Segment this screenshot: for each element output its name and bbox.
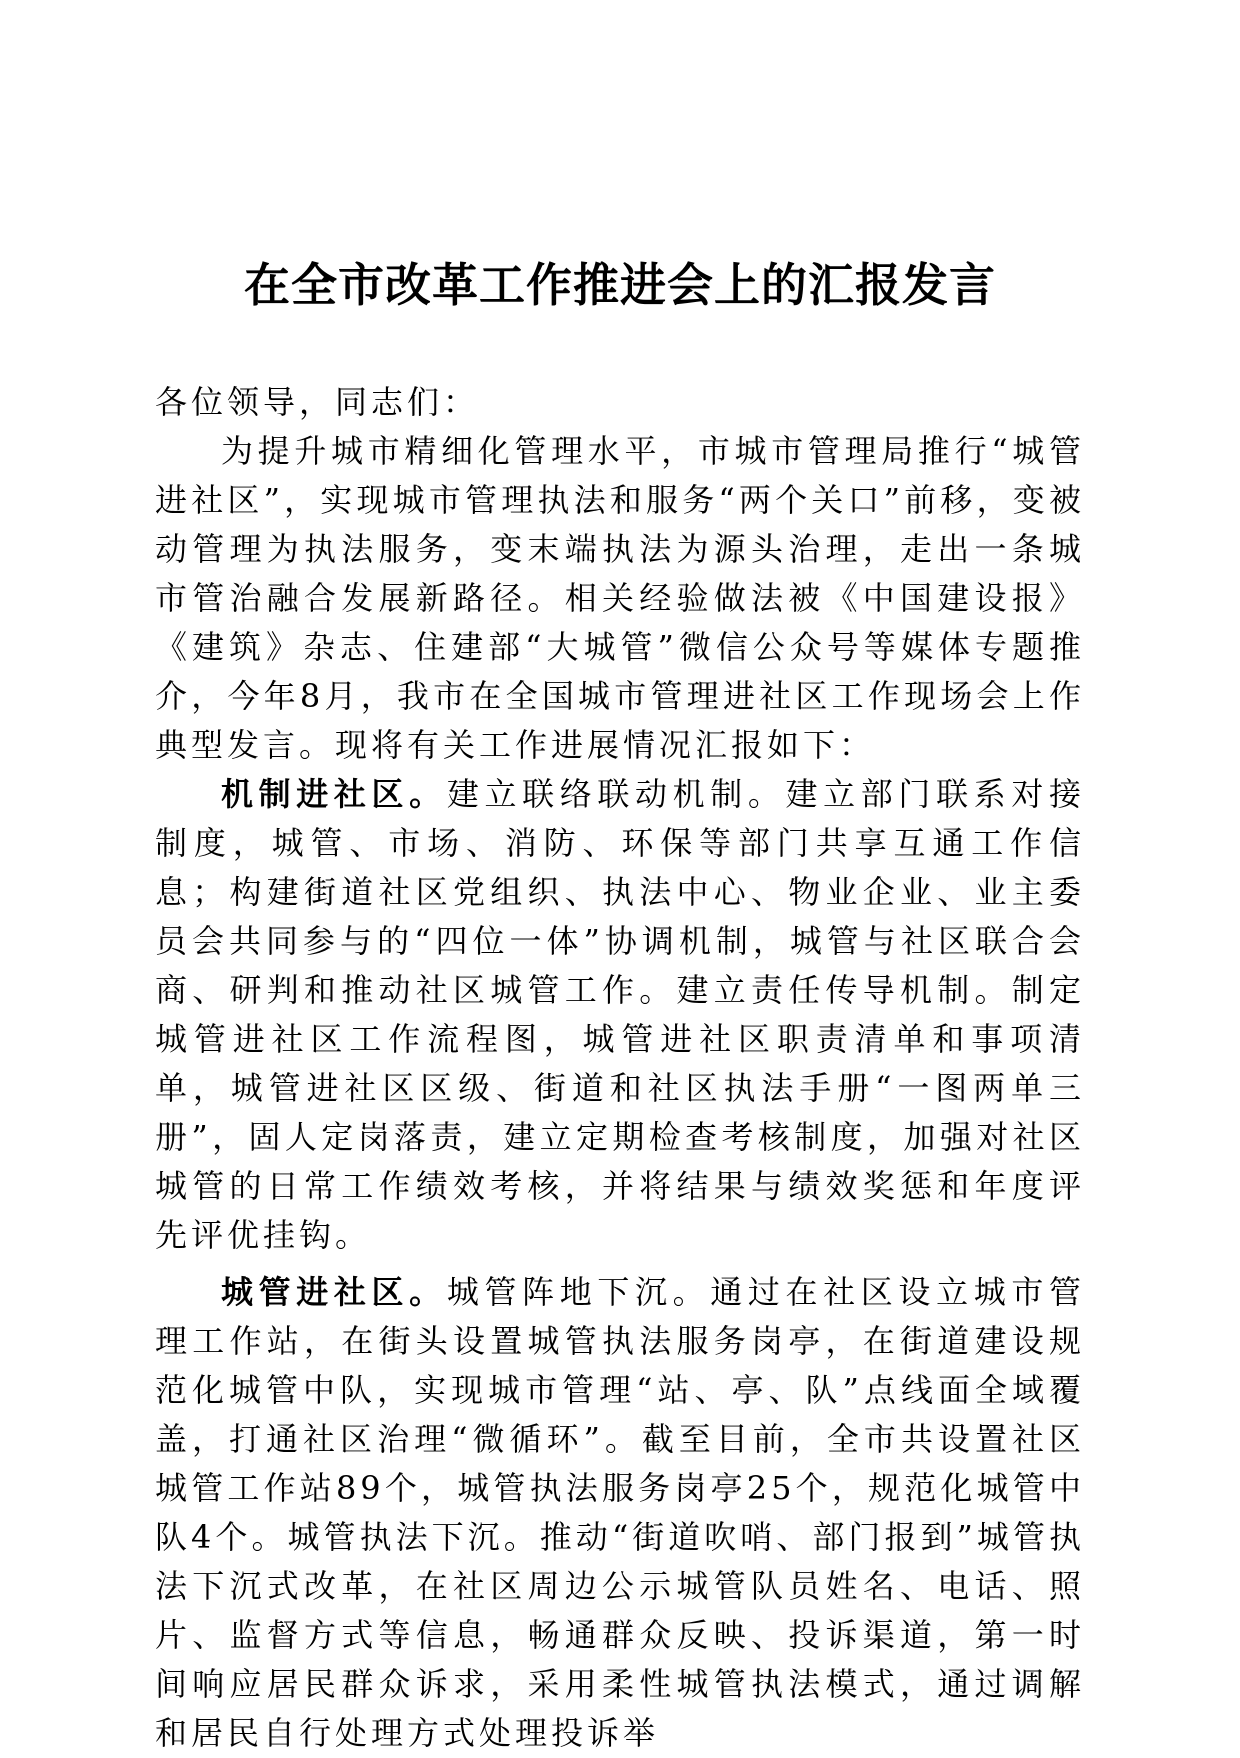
document-body: [155, 378, 1085, 1758]
paragraph-intro: [155, 427, 1085, 770]
paragraph-lead: 城管进社区。: [221, 1273, 447, 1311]
paragraph-mechanism: [155, 770, 1085, 1260]
paragraph-lead: 机制进社区。: [221, 775, 447, 813]
paragraph-urban-management: [155, 1268, 1085, 1758]
salutation: 各位领导，同志们：: [155, 383, 480, 421]
paragraph-text: 建立联络联动机制。建立部门联系对接制度，城管、市场、消防、环保等部门共享互通工作信息；构建街道社区党组织、执法中心、物业企业、业主委员会共同参与的“四位一体”协调机制，城管与社区联合会商、研判和推动社区城管工作。建立责任传导机制。制定城管进社区工作流程图，城管进社区职责清单和事项清单，城管进社区区级、街道和社区执法手册“一图两单三册”，固人定岗落责，建立定期检查考核制度，加强对社区城管的日常工作绩效考核，并将结果与绩效奖惩和年度评先评优挂钩。: [155, 775, 1085, 1254]
document-title: 在全市改革工作推进会上的汇报发言: [244, 258, 996, 312]
paragraph-text: 城管阵地下沉。通过在社区设立城市管理工作站，在街头设置城管执法服务岗亭，在街道建设规范化城管中队，实现城市管理“站、亭、队”点线面全域覆盖，打通社区治理“微循环”。截至目前，全市共设置社区城管工作站89个，城管执法服务岗亭25个，规范化城管中队4个。城管执法下沉。推动“街道吹哨、部门报到”城管执法下沉式改革，在社区周边公示城管队员姓名、电话、照片、监督方式等信息，畅通群众反映、投诉渠道，第一时间响应居民群众诉求，采用柔性城管执法模式，通过调解和居民自行处理方式处理投诉举: [155, 1273, 1085, 1752]
paragraph-text: 为提升城市精细化管理水平，市城市管理局推行“城管进社区”，实现城市管理执法和服务“两个关口”前移，变被动管理为执法服务，变末端执法为源头治理，走出一条城市管治融合发展新路径。相关经验做法被《中国建设报》《建筑》杂志、住建部“大城管”微信公众号等媒体专题推介，今年8月，我市在全国城市管理进社区工作现场会上作典型发言。现将有关工作进展情况汇报如下：: [155, 432, 1085, 764]
